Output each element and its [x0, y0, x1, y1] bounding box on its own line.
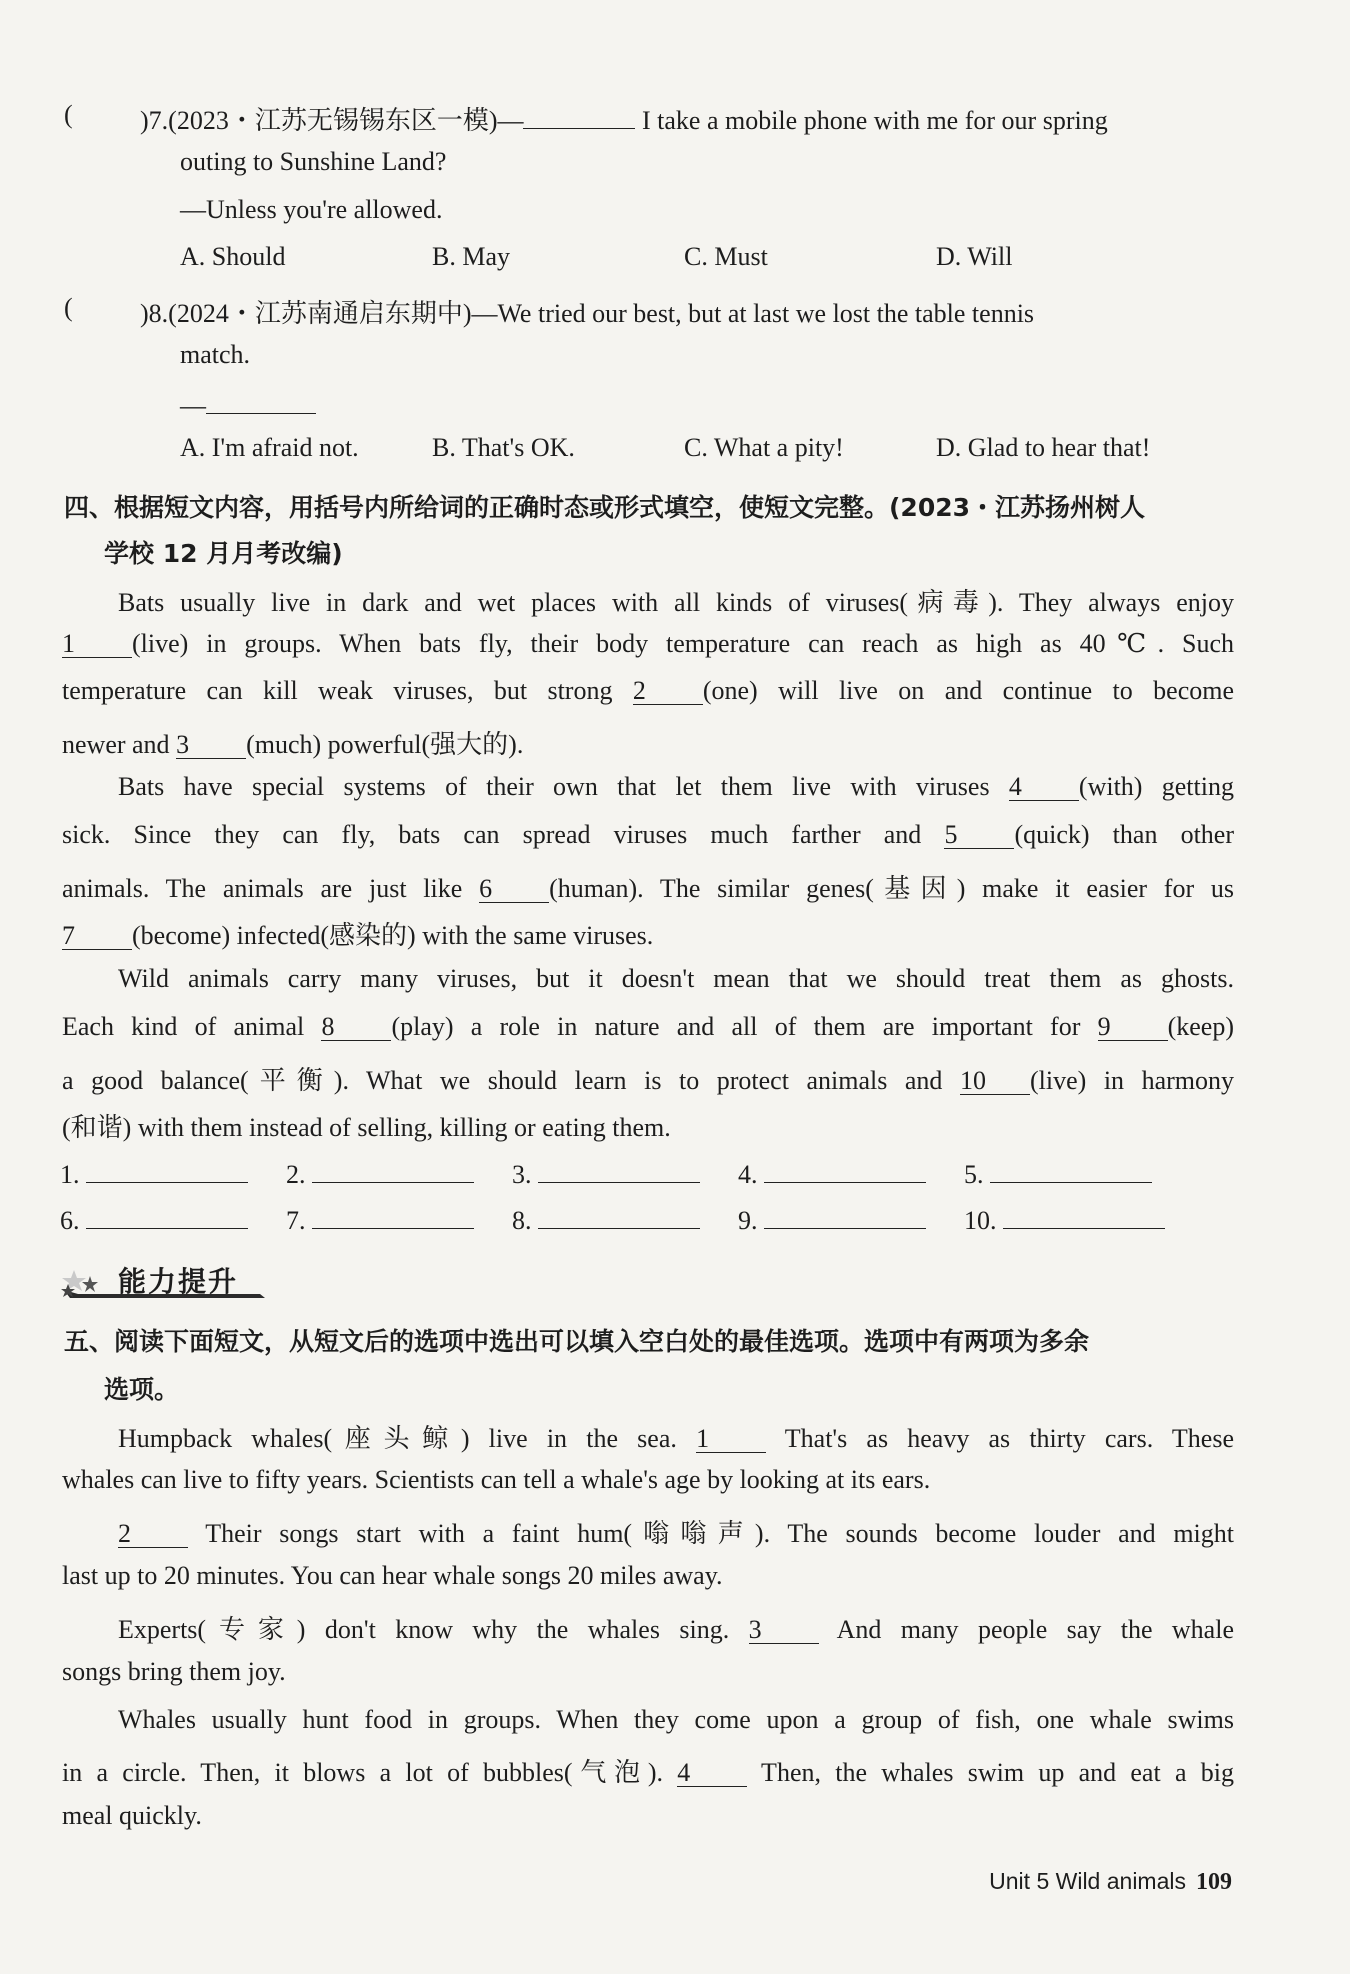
passage-text: animals. The animals are just like	[62, 874, 480, 903]
answer-slot-1[interactable]	[60, 1160, 248, 1190]
passage-text: Whales usually hunt food in groups. When they come upon a group of fish, one whale swims	[118, 1705, 1234, 1734]
passage-text: Bats usually live in dark and wet places with all kinds of viruses(病毒). They always enjoy	[118, 588, 1234, 617]
answer-line[interactable]	[538, 1160, 700, 1183]
passage-text: (with) getting	[1078, 772, 1234, 801]
s5-line	[118, 1513, 1234, 1550]
question-7	[64, 100, 1244, 280]
s4-blank-3[interactable]: 3	[176, 732, 246, 759]
passage-text: newer and	[62, 730, 177, 759]
answer-line[interactable]	[764, 1160, 926, 1183]
passage-text: temperature can kill weak viruses, but strong	[62, 676, 633, 705]
answer-slot-5[interactable]	[964, 1160, 1152, 1190]
passage-text: (live) in harmony	[1029, 1066, 1234, 1095]
passage-text: last up to 20 minutes. You can hear whale songs 20 miles away.	[62, 1561, 723, 1590]
answer-slot-8[interactable]	[512, 1206, 700, 1236]
s4-line	[118, 582, 1234, 619]
answer-slot-3[interactable]	[512, 1160, 700, 1190]
answer-line[interactable]	[538, 1206, 700, 1229]
s5-blank-3[interactable]: 3	[749, 1617, 819, 1644]
q7-option-c[interactable]: C. Must	[684, 242, 768, 271]
passage-text: That's as heavy as thirty cars. These	[766, 1424, 1234, 1453]
passage-text: (live) in groups. When bats fly, their body temperature can reach as high as 40℃. Such	[132, 629, 1234, 658]
answer-line[interactable]	[312, 1160, 474, 1183]
passage-text: meal quickly.	[62, 1801, 202, 1830]
page-number: 109	[1196, 1869, 1232, 1895]
answer-number: 5.	[964, 1160, 984, 1189]
s4-blank-6[interactable]: 6	[479, 876, 549, 903]
passage-text: (keep)	[1167, 1012, 1234, 1041]
answer-number: 4.	[738, 1160, 758, 1189]
s4-line	[62, 1060, 1234, 1097]
s5-line	[62, 1465, 1234, 1495]
answer-number: 6.	[60, 1206, 80, 1235]
s4-blank-8[interactable]: 8	[321, 1014, 391, 1041]
passage-text: (one) will live on and continue to become	[702, 676, 1234, 705]
passage-text: (much) powerful(强大的).	[246, 730, 524, 759]
s4-line	[62, 724, 1234, 761]
section-4-heading: 四、根据短文内容，用括号内所给词的正确时态或形式填空，使短文完整。(2023・江苏扬州树人	[64, 493, 1146, 522]
s4-line	[62, 820, 1234, 850]
s4-blank-5[interactable]: 5	[944, 822, 1014, 849]
answer-number: 1.	[60, 1160, 80, 1189]
s5-line	[118, 1609, 1234, 1646]
answer-slot-10[interactable]	[964, 1206, 1165, 1236]
passage-text: songs bring them joy.	[62, 1657, 286, 1686]
answer-number: 8.	[512, 1206, 532, 1235]
page-footer	[989, 1868, 1232, 1896]
answer-bracket: (	[64, 100, 73, 129]
answer-slot-2[interactable]	[286, 1160, 474, 1190]
q7-option-b[interactable]: B. May	[432, 242, 510, 271]
section-5-heading: 五、阅读下面短文，从短文后的选项中选出可以填入空白处的最佳选项。选项中有两项为多余	[64, 1327, 1090, 1356]
ability-section-badge	[60, 1258, 270, 1302]
s5-blank-4[interactable]: 4	[677, 1760, 747, 1787]
answer-line[interactable]	[86, 1160, 248, 1183]
passage-text: (和谐) with them instead of selling, killing or eating them.	[62, 1113, 671, 1142]
answer-line[interactable]	[1003, 1206, 1165, 1229]
answer-slot-9[interactable]	[738, 1206, 926, 1236]
passage-text: (become) infected(感染的) with the same viruses.	[132, 921, 654, 950]
passage-text: Wild animals carry many viruses, but it doesn't mean that we should treat them as ghosts.	[118, 964, 1234, 993]
s4-line	[62, 1107, 1234, 1144]
passage-text: (play) a role in nature and all of them are important for	[391, 1012, 1098, 1041]
s5-line	[118, 1418, 1234, 1455]
answer-bracket: (	[64, 293, 73, 322]
passage-text: a good balance(平衡). What we should learn is to protect animals and	[62, 1066, 960, 1095]
passage-text: Humpback whales(座头鲸) live in the sea.	[118, 1424, 697, 1453]
passage-text: whales can live to fifty years. Scientists can tell a whale's age by looking at its ears.	[62, 1465, 931, 1494]
s4-blank-7[interactable]: 7	[62, 923, 132, 950]
passage-text: Then, the whales swim up and eat a big	[747, 1758, 1234, 1787]
s4-line	[118, 772, 1234, 802]
passage-text: Each kind of animal	[62, 1012, 322, 1041]
answer-number: 3.	[512, 1160, 532, 1189]
s4-blank-2[interactable]: 2	[633, 678, 703, 705]
answer-number: 10.	[964, 1206, 997, 1235]
passage-text: Bats have special systems of their own that let them live with viruses	[118, 772, 1009, 801]
question-8	[64, 293, 1244, 473]
s5-blank-1[interactable]: 1	[696, 1426, 766, 1453]
answer-slot-6[interactable]	[60, 1206, 248, 1236]
q8-option-c[interactable]: C. What a pity!	[684, 433, 844, 462]
answer-number: 9.	[738, 1206, 758, 1235]
answer-number: 7.	[286, 1206, 306, 1235]
answer-line[interactable]	[990, 1160, 1152, 1183]
section-4-heading-cont: 学校 12 月月考改编)	[104, 539, 343, 568]
q8-option-a[interactable]: A. I'm afraid not.	[180, 433, 359, 462]
unit-label: Unit 5 Wild animals	[989, 1868, 1186, 1894]
s4-blank-10[interactable]: 10	[960, 1068, 1030, 1095]
s4-line	[62, 868, 1234, 905]
q8-line-1: )8.(2024・江苏南通启东期中)—We tried our best, but at last we lost the table tennis	[140, 299, 1035, 328]
answer-slot-4[interactable]	[738, 1160, 926, 1190]
s4-line	[62, 676, 1234, 706]
s5-line	[62, 1561, 1234, 1591]
ability-section-title: 能力提升	[118, 1265, 239, 1298]
s5-line	[118, 1705, 1234, 1735]
passage-text: Experts(专家) don't know why the whales sing.	[118, 1615, 749, 1644]
answer-slot-7[interactable]	[286, 1206, 474, 1236]
q8-line-3: —	[180, 387, 316, 421]
passage-text: Their songs start with a faint hum(嗡嗡声). The sounds become louder and might	[188, 1519, 1234, 1548]
q8-option-d[interactable]: D. Glad to hear that!	[936, 433, 1151, 462]
passage-text: in a circle. Then, it blows a lot of bubbles(气泡).	[62, 1758, 678, 1787]
passage-text: And many people say the whale	[818, 1615, 1234, 1644]
answer-number: 2.	[286, 1160, 306, 1189]
q8-option-b[interactable]: B. That's OK.	[432, 433, 575, 462]
s4-blank-9[interactable]: 9	[1098, 1014, 1168, 1041]
s4-blank-1[interactable]: 1	[62, 631, 132, 658]
s4-line	[62, 1012, 1234, 1042]
s5-line	[62, 1801, 1234, 1831]
q8-line-2: match.	[180, 340, 251, 369]
s5-blank-2[interactable]: 2	[118, 1521, 188, 1548]
answer-line[interactable]	[86, 1206, 248, 1229]
s4-line	[62, 915, 1234, 952]
q8-blank[interactable]	[206, 387, 316, 414]
q7-line-2: outing to Sunshine Land?	[180, 147, 447, 176]
s4-line	[118, 964, 1234, 994]
s5-line	[62, 1657, 1234, 1687]
q7-option-d[interactable]: D. Will	[936, 242, 1013, 271]
section-5-heading-cont: 选项。	[104, 1375, 180, 1404]
s5-line	[62, 1752, 1234, 1789]
answer-line[interactable]	[764, 1206, 926, 1229]
passage-text: sick. Since they can fly, bats can spread viruses much farther and	[62, 820, 945, 849]
s4-line	[62, 629, 1234, 659]
passage-text: (quick) than other	[1014, 820, 1235, 849]
answer-line[interactable]	[312, 1206, 474, 1229]
q7-line-3: —Unless you're allowed.	[180, 195, 443, 224]
q7-blank[interactable]	[523, 102, 635, 129]
s4-blank-4[interactable]: 4	[1009, 774, 1079, 801]
passage-text: (human). The similar genes(基因) make it easier for us	[549, 874, 1234, 903]
q7-option-a[interactable]: A. Should	[180, 242, 286, 271]
q7-line-1: )7.(2023・江苏无锡锡东区一模)— I take a mobile phone with me for our spring	[140, 100, 1108, 137]
